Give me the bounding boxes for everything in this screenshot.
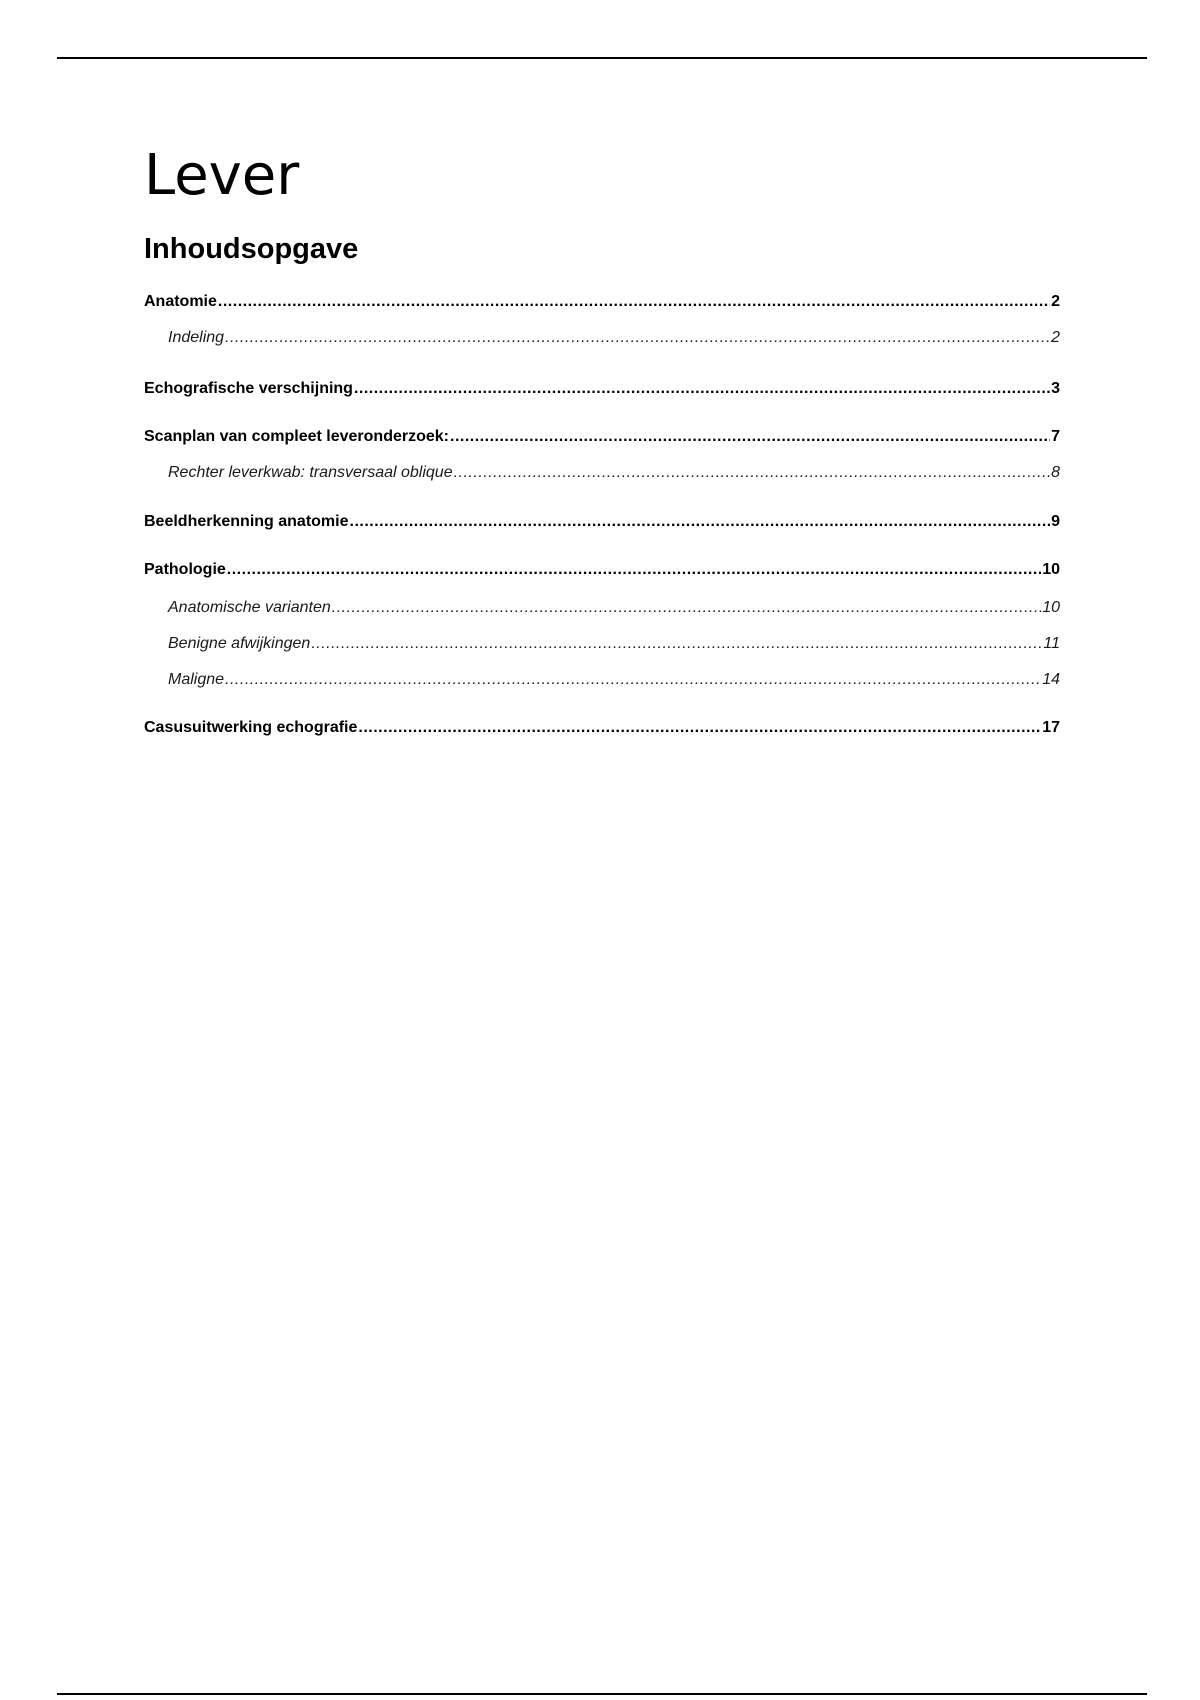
toc-entry-page: 3: [1051, 380, 1060, 397]
toc-entry-page: 10: [1042, 561, 1060, 578]
toc-entry-label: Rechter leverkwab: transversaal oblique: [168, 464, 453, 481]
toc-entry-label: Benigne afwijkingen: [168, 635, 311, 652]
toc-entry-label: Scanplan van compleet leveronderzoek:: [144, 428, 449, 445]
toc-entry-anatomische-varianten[interactable]: [144, 599, 1060, 617]
toc-entry-page: 9: [1051, 513, 1060, 530]
toc-heading: Inhoudsopgave: [144, 233, 359, 265]
toc-entry-page: 11: [1043, 635, 1060, 652]
toc-entry-page: 10: [1042, 599, 1060, 616]
toc-entry-label: Echografische verschijning: [144, 380, 353, 397]
toc-entry-label: Beeldherkenning anatomie: [144, 513, 349, 530]
toc-leader: [225, 671, 1041, 689]
document-title: Lever: [144, 143, 300, 208]
toc-leader: [450, 428, 1050, 446]
toc-entry-indeling[interactable]: [144, 329, 1060, 347]
toc-entry-scanplan[interactable]: [144, 428, 1060, 446]
toc-entry-page: 2: [1051, 329, 1060, 346]
toc-entry-label: Pathologie: [144, 561, 226, 578]
toc-entry-label: Anatomie: [144, 293, 217, 310]
page-content: [144, 140, 1060, 736]
toc-entry-label: Indeling: [168, 329, 225, 346]
toc-leader: [311, 635, 1042, 653]
toc-leader: [332, 599, 1041, 617]
toc-entry-page: 7: [1051, 428, 1060, 445]
toc-entry-label: Anatomische varianten: [168, 599, 331, 616]
toc-entry-page: 14: [1042, 671, 1060, 688]
toc-entry-pathologie[interactable]: [144, 561, 1060, 579]
toc-leader: [454, 464, 1051, 482]
toc-entry-label: Casusuitwerking echografie: [144, 719, 358, 736]
toc-leader: [354, 380, 1050, 398]
header-rule: [57, 57, 1147, 59]
toc-entry-casusuitwerking[interactable]: [144, 719, 1060, 737]
toc-entry-maligne[interactable]: [144, 671, 1060, 689]
toc-entry-page: 17: [1042, 719, 1060, 736]
toc-entry-rechter-leverkwab[interactable]: [144, 464, 1060, 482]
toc-entry-page: 2: [1051, 293, 1060, 310]
toc-entry-label: Maligne: [168, 671, 225, 688]
toc-entry-anatomie[interactable]: [144, 293, 1060, 311]
toc-leader: [218, 293, 1050, 311]
toc-leader: [358, 719, 1041, 737]
toc-entry-echografische-verschijning[interactable]: [144, 380, 1060, 398]
toc-entry-benigne-afwijkingen[interactable]: [144, 635, 1060, 653]
toc-entry-beeldherkenning[interactable]: [144, 513, 1060, 531]
toc-leader: [350, 513, 1051, 531]
toc-entry-page: 8: [1051, 464, 1060, 481]
toc-leader: [225, 329, 1050, 347]
toc-leader: [227, 561, 1041, 579]
footer-rule: [57, 1693, 1147, 1695]
